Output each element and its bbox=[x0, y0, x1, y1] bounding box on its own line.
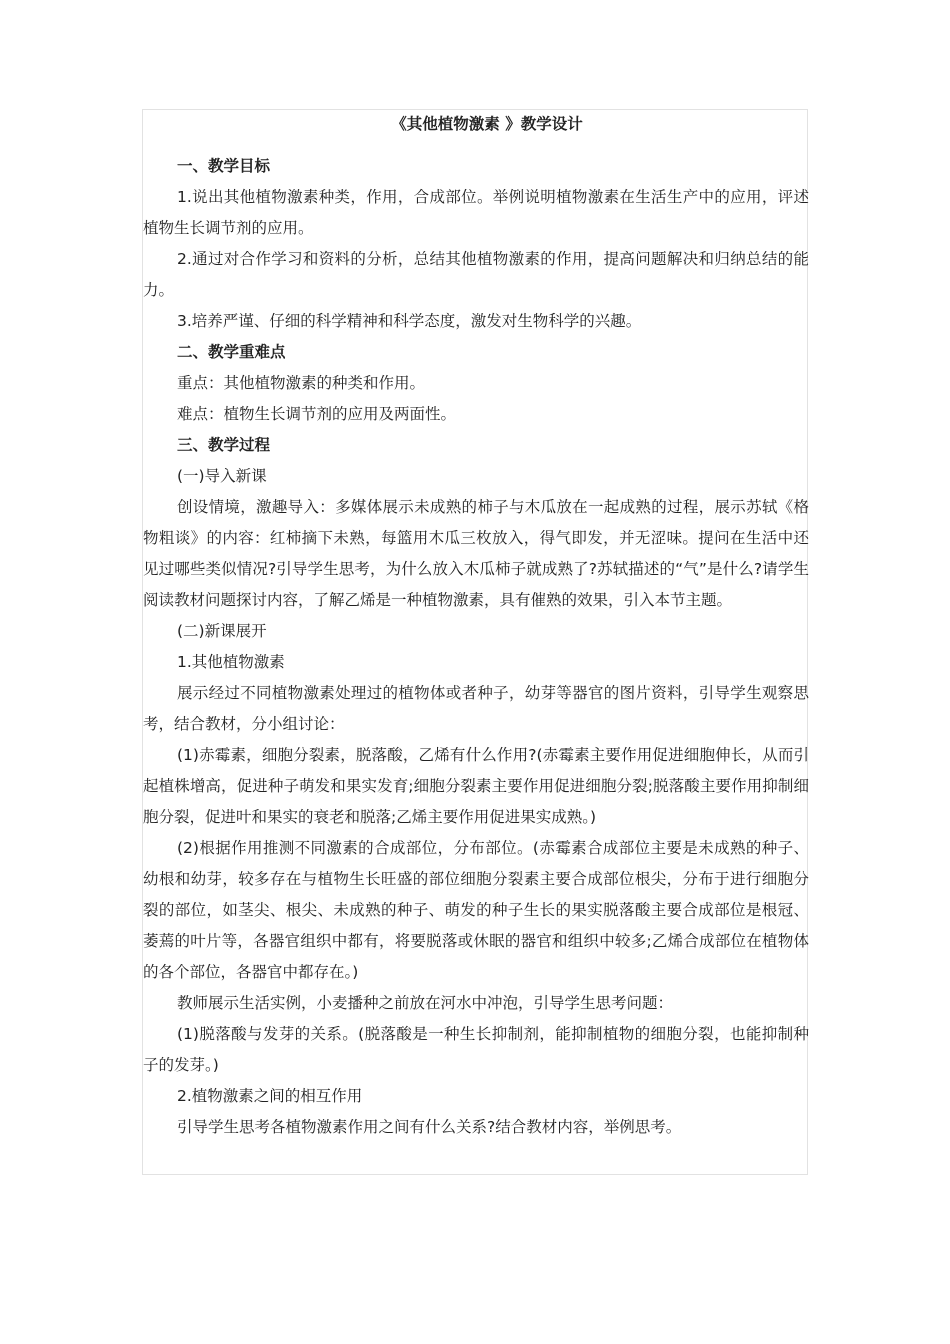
paragraph: 引导学生思考各植物激素作用之间有什么关系?结合教材内容，举例思考。 bbox=[177, 1118, 682, 1136]
paragraph: 3.培养严谨、仔细的科学精神和科学态度，激发对生物科学的兴趣。 bbox=[177, 312, 642, 330]
section-heading: 二、教学重难点 bbox=[177, 343, 286, 361]
paragraph: (二)新课展开 bbox=[177, 622, 267, 640]
document-title: 《其他植物激素 》教学设计 bbox=[391, 115, 583, 133]
paragraph: 难点：植物生长调节剂的应用及两面性。 bbox=[177, 405, 457, 423]
paragraph: 重点：其他植物激素的种类和作用。 bbox=[177, 374, 426, 392]
paragraph: (1)脱落酸与发芽的关系。(脱落酸是一种生长抑制剂，能抑制植物的细胞分裂，也能抑制种子的发芽。) bbox=[143, 1025, 809, 1074]
paragraph: 1.说出其他植物激素种类，作用，合成部位。举例说明植物激素在生活生产中的应用，评述植物生长调节剂的应用。 bbox=[143, 188, 809, 237]
paragraph: 创设情境，激趣导入：多媒体展示未成熟的柿子与木瓜放在一起成熟的过程，展示苏轼《格物粗谈》的内容：红柿摘下未熟，每篮用木瓜三枚放入，得气即发，并无涩味。提问在生活中还见过哪些类似情况?引导学生思考，为什么放入木瓜柿子就成熟了?苏轼描述的“气”是什么?请学生阅读教材问题探讨内容，了解乙烯是一种植物激素，具有催熟的效果，引入本节主题。 bbox=[143, 498, 809, 609]
paragraph: 2.植物激素之间的相互作用 bbox=[177, 1087, 363, 1105]
paragraph: (1)赤霉素，细胞分裂素，脱落酸，乙烯有什么作用?(赤霉素主要作用促进细胞伸长，从而引起植株增高，促进种子萌发和果实发育;细胞分裂素主要作用促进细胞分裂;脱落酸主要作用抑制细胞分裂，促进叶和果实的衰老和脱落;乙烯主要作用促进果实成熟。) bbox=[143, 746, 809, 826]
section-heading: 一、教学目标 bbox=[177, 157, 271, 175]
paragraph: (一)导入新课 bbox=[177, 467, 267, 485]
paragraph: 展示经过不同植物激素处理过的植物体或者种子，幼芽等器官的图片资料，引导学生观察思考，结合教材，分小组讨论： bbox=[143, 684, 809, 733]
document-body bbox=[143, 111, 809, 1143]
paragraph: (2)根据作用推测不同激素的合成部位，分布部位。(赤霉素合成部位主要是未成熟的种子、幼根和幼芽，较多存在与植物生长旺盛的部位细胞分裂素主要合成部位根尖，分布于进行细胞分裂的部位，如茎尖、根尖、未成熟的种子、萌发的种子生长的果实脱落酸主要合成部位是根冠、萎蔫的叶片等，各器官组织中都有，将要脱落或休眠的器官和组织中较多;乙烯合成部位在植物体的各个部位，各器官中都存在。) bbox=[143, 839, 809, 981]
section-heading: 三、教学过程 bbox=[177, 436, 271, 454]
paragraph: 2.通过对合作学习和资料的分析，总结其他植物激素的作用，提高问题解决和归纳总结的能力。 bbox=[143, 250, 809, 299]
paragraph: 教师展示生活实例，小麦播种之前放在河水中冲泡，引导学生思考问题： bbox=[177, 994, 674, 1012]
paragraph: 1.其他植物激素 bbox=[177, 653, 285, 671]
paragraph-list bbox=[143, 151, 809, 1143]
